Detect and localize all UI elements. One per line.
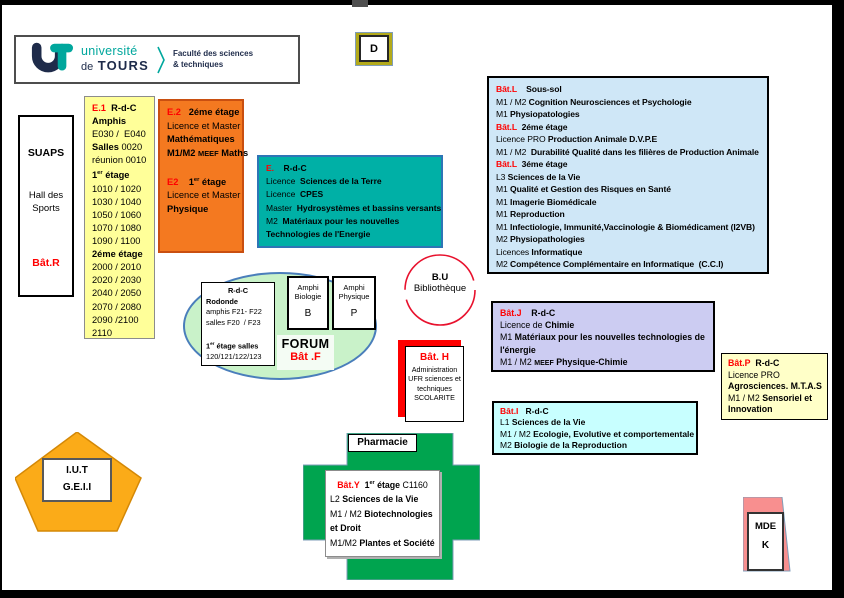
- logo-wordmark: [81, 45, 149, 74]
- frame-bottom: [0, 590, 844, 598]
- amphi-physique: Amphi Physique P: [332, 276, 376, 330]
- suaps-title: SUAPS: [27, 147, 65, 159]
- amphi-biologie: Amphi Biologie B: [287, 276, 329, 330]
- amphi-physique-letter: P: [350, 308, 358, 319]
- frame-left: [0, 0, 2, 598]
- building-iut-geii: I.U.T G.E.I.I: [42, 458, 112, 502]
- building-y: Bât.Y 1er étage C1160 L2 Sciences de la Vie M1 / M2 Biotechnologies et Droit M1/M2 Plantes et Société: [325, 470, 440, 557]
- frame-notch: [352, 0, 368, 7]
- building-h-title: Bât. H: [420, 352, 449, 363]
- building-e1: E.1 R-d-C Amphis E030 / E040 Salles 0020 réunion 0010 1er étage 1010 / 1020 1030 / 1040 1050 / 1060 1070 / 1080 1090 / 1100 2éme étage 2000 / 2010 2020 / 2030 2040 / 2050 2070 / 2080 2090 /2100 2110: [84, 96, 155, 339]
- university-logo: [14, 35, 300, 84]
- building-h: Bât. H Administration UFR sciences et techniques SCOLARITE: [405, 346, 464, 422]
- building-e2: E.2 2éme étage Licence et Master Mathématiques M1/M2 MEEF Maths E2 1er étage Licence et Master Physique: [158, 99, 244, 253]
- bu-text: B.U Bibliothèque: [413, 272, 467, 294]
- forum-bat-f-label: Bât .F: [290, 351, 321, 363]
- building-i: Bât.I R-d-C L1 Sciences de la Vie M1 / M2 Ecologie, Evolutive et comportementale M2 Biologie de la Reproduction: [492, 401, 698, 455]
- logo-tours-text: TOURS: [97, 57, 149, 73]
- building-l: Bât.L Sous-sol M1 / M2 Cognition Neurosciences et Psychologie M1 Physiopatologies Bât.L 2éme étage Licence PRO Production Animale D.V.P.E M1 / M2 Durabilité Qualité dans les filières de Production Animale Bât.L 3éme étage L3 Sciences de la Vie M1 Qualité et Gestion des Risques en Santé M1 Imagerie Biomédicale M1 Reproduction M1 Infectiologie, Immunité,Vaccinologie & Biomédicament (I2VB) M2 Physiopathologies Licences Informatique M2 Compétence Complémentaire en Informatique (C.C.I): [487, 76, 769, 274]
- building-mde-k: MDE K: [747, 512, 784, 571]
- frame-top: [0, 0, 844, 5]
- pharmacy-label: Pharmacie: [348, 434, 417, 452]
- building-p: Bât.P R-d-C Licence PRO Agrosciences. M.T.A.S M1 / M2 Sensoriel et Innovation: [721, 353, 828, 420]
- logo-universite-text: université: [81, 43, 138, 58]
- logo-de-text: de: [81, 60, 94, 73]
- logo-brace-icon: [156, 45, 166, 75]
- building-j: Bât.J R-d-C Licence de Chimie M1 Matériaux pour les nouvelles technologies de l'énergie M1 / M2 MEEF Physique-Chimie: [491, 301, 715, 372]
- logo-faculty-text: Faculté des sciences & techniques: [172, 49, 254, 69]
- building-suaps: [18, 115, 74, 297]
- suaps-hall-des-sports: Hall des Sports: [28, 190, 64, 214]
- amphi-biologie-letter: B: [304, 308, 312, 319]
- library-bu: [403, 253, 477, 327]
- building-d: [355, 32, 393, 66]
- ut-monogram-icon: [30, 41, 74, 79]
- forum-label: FORUM Bât .F: [277, 335, 334, 370]
- building-e: E. R-d-C Licence Sciences de la Terre Licence CPES Master Hydrosystèmes et bassins versants M2 Matériaux pour les nouvelles Technologies de l'Energie: [257, 155, 443, 248]
- building-d-label: D: [359, 35, 389, 62]
- frame-right: [832, 0, 844, 598]
- rodonde-info-box: R-d-C Rodonde amphis F21- F22 salles F20 / F23 1er étage salles 120/121/122/123: [201, 282, 275, 366]
- suaps-bat-r-label: Bât.R: [32, 257, 60, 269]
